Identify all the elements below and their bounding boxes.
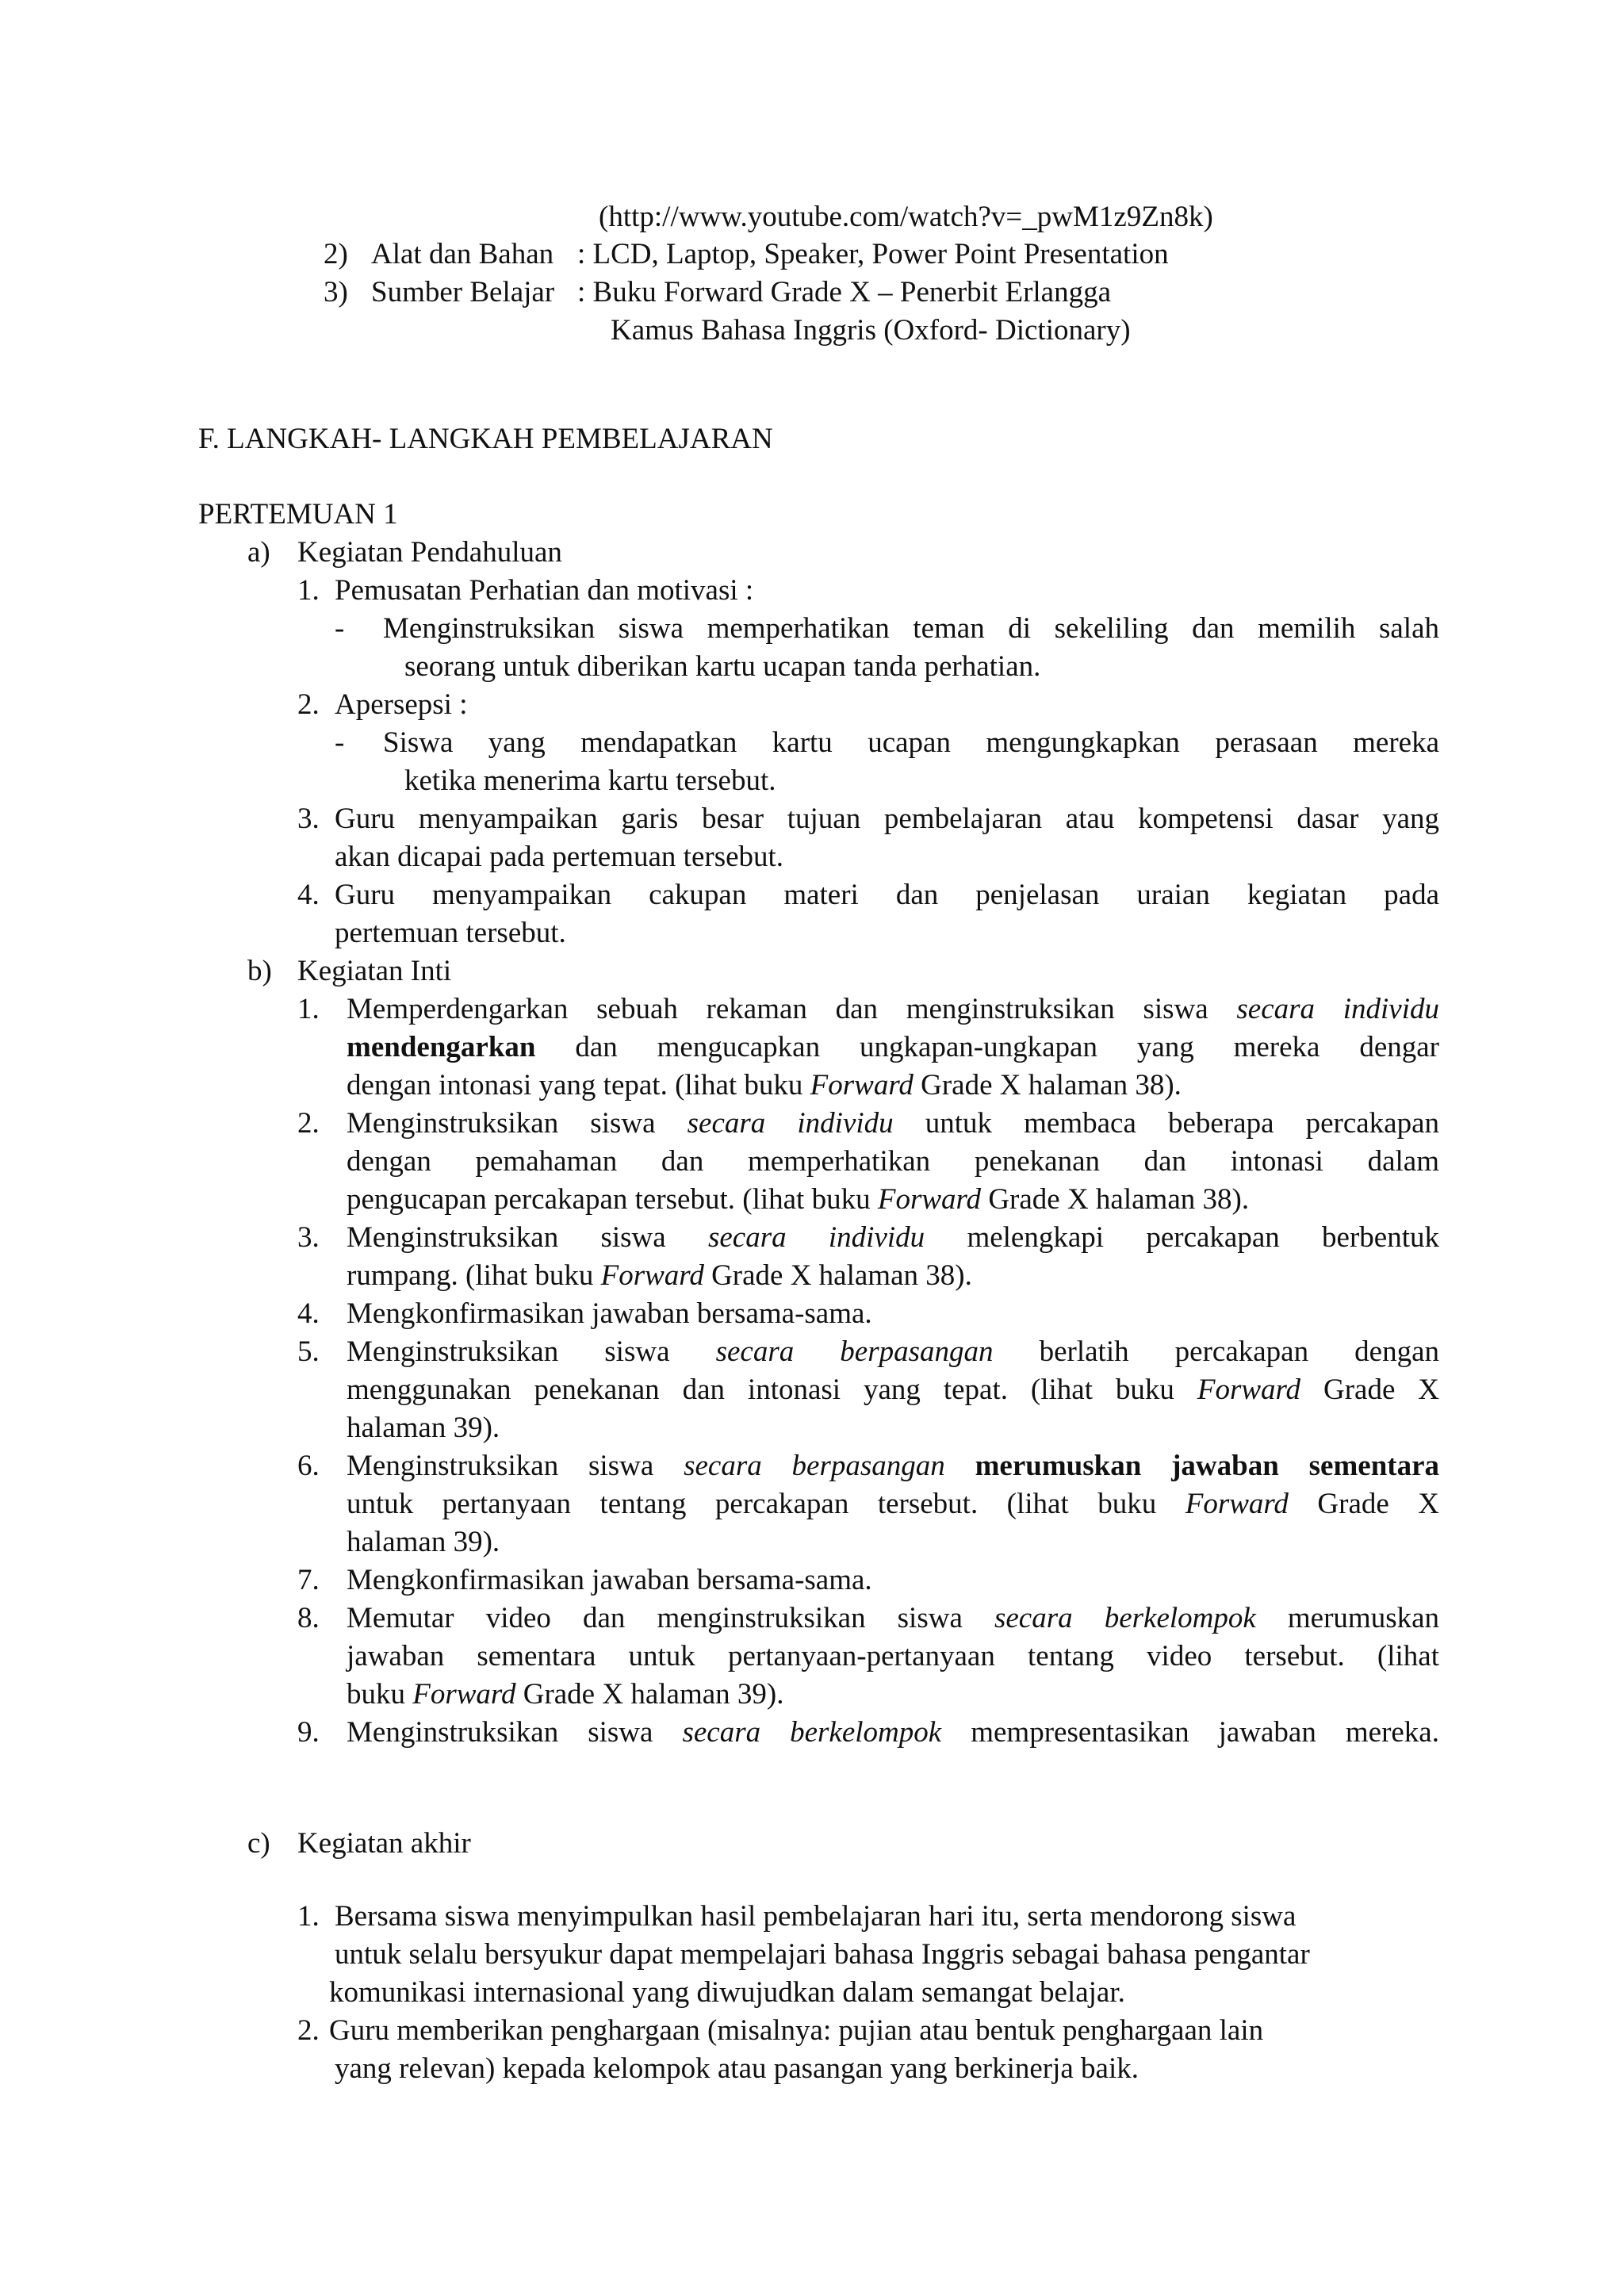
item-number: 2)	[324, 238, 348, 270]
part-title: Kegiatan Pendahuluan	[297, 536, 562, 569]
text: mempresentasikan jawaban mereka.	[971, 1716, 1439, 1749]
text: untuk membaca beberapa percakapan	[925, 1107, 1440, 1140]
list-item	[347, 1485, 1439, 1523]
list-item	[347, 1714, 1439, 1752]
text: Menginstruksikan siswa	[347, 1107, 656, 1140]
item-number: 3.	[297, 803, 320, 835]
text: Grade X	[1323, 1374, 1440, 1406]
list-item	[347, 1067, 1182, 1105]
list-item	[347, 1219, 1439, 1257]
text: Grade X halaman 39).	[523, 1678, 784, 1711]
item-number: 4.	[297, 1297, 320, 1330]
list-item: dengan pemahaman dan memperhatikan penekanan dan intonasi dalam	[347, 1145, 1439, 1178]
text: buku	[347, 1678, 405, 1711]
list-item	[347, 1600, 1439, 1638]
item-number: 9.	[297, 1716, 320, 1749]
list-item: seorang untuk diberikan kartu ucapan tanda perhatian.	[404, 650, 1041, 683]
item-number: 2.	[297, 2014, 320, 2047]
list-item: yang relevan) kepada kelompok atau pasangan yang berkinerja baik.	[335, 2052, 1139, 2085]
text: Memperdengarkan sebuah rekaman dan menginstruksikan siswa	[347, 993, 1208, 1025]
book-title: Forward	[600, 1259, 704, 1292]
resource-label-sources: Sumber Belajar	[371, 276, 555, 308]
item-number: 1.	[297, 574, 320, 607]
text: Grade X	[1317, 1488, 1440, 1520]
text: Menginstruksikan siswa	[347, 1450, 654, 1482]
emphasis-text: secara berpasangan	[715, 1335, 994, 1368]
item-number: 3.	[297, 1221, 320, 1254]
text: Menginstruksikan siswa	[347, 1221, 666, 1254]
list-item: akan dicapai pada pertemuan tersebut.	[335, 841, 784, 873]
text: merumuskan	[1287, 1602, 1440, 1634]
part-label: b)	[247, 955, 272, 987]
item-number: 1.	[297, 993, 320, 1025]
meeting-title: PERTEMUAN 1	[198, 498, 398, 531]
resource-value-sources: : Buku Forward Grade X – Penerbit Erlangga	[577, 276, 1112, 308]
list-item: Guru memberikan penghargaan (misalnya: pujian atau bentuk penghargaan lain	[329, 2014, 1264, 2047]
emphasis-text: secara individu	[707, 1221, 925, 1254]
part-label: c)	[247, 1827, 270, 1860]
video-url: (http://www.youtube.com/watch?v=_pwM1z9Zn8k)	[599, 201, 1213, 233]
list-item	[347, 1333, 1439, 1371]
list-item	[347, 1029, 1439, 1067]
list-item: jawaban sementara untuk pertanyaan-pertanyaan tentang video tersebut. (lihat	[347, 1640, 1439, 1672]
section-title: F. LANGKAH- LANGKAH PEMBELAJARAN	[198, 423, 773, 455]
bold-text: mendengarkan	[347, 1031, 536, 1063]
list-item: Bersama siswa menyimpulkan hasil pembelajaran hari itu, serta mendorong siswa	[335, 1900, 1297, 1933]
book-title: Forward	[810, 1069, 914, 1102]
part-title: Kegiatan akhir	[297, 1827, 471, 1860]
list-item: Mengkonfirmasikan jawaban bersama-sama.	[347, 1564, 872, 1596]
list-item: untuk selalu bersyukur dapat mempelajari bahasa Inggris sebagai bahasa pengantar	[335, 1938, 1310, 1971]
list-item: Guru menyampaikan cakupan materi dan penjelasan uraian kegiatan pada	[335, 879, 1439, 911]
text: melengkapi percakapan berbentuk	[967, 1221, 1439, 1254]
list-item	[347, 1257, 972, 1295]
item-number: 3)	[324, 276, 348, 308]
item-number: 4.	[297, 879, 320, 911]
dash: -	[335, 726, 345, 759]
text: Menginstruksikan siswa	[347, 1716, 653, 1749]
list-item: Siswa yang mendapatkan kartu ucapan mengungkapkan perasaan mereka	[383, 726, 1439, 759]
list-item: Pemusatan Perhatian dan motivasi :	[335, 574, 754, 607]
list-item	[347, 1371, 1439, 1409]
text: untuk pertanyaan tentang percakapan tersebut. (lihat buku	[347, 1488, 1157, 1520]
list-item	[347, 1447, 1439, 1485]
book-title: Forward	[1185, 1488, 1289, 1520]
item-number: 2.	[297, 1107, 320, 1140]
text: Menginstruksikan siswa	[347, 1335, 670, 1368]
book-title: Forward	[1197, 1374, 1301, 1406]
list-item: Apersepsi :	[335, 688, 468, 721]
text: dan mengucapkan ungkapan-ungkapan yang mereka dengar	[575, 1031, 1439, 1063]
item-number: 6.	[297, 1450, 320, 1482]
emphasis-text: secara berkelompok	[994, 1602, 1256, 1634]
resource-label-tools: Alat dan Bahan	[371, 238, 554, 270]
item-number: 8.	[297, 1602, 320, 1634]
emphasis-text: secara berpasangan	[684, 1450, 945, 1482]
list-item: Mengkonfirmasikan jawaban bersama-sama.	[347, 1297, 872, 1330]
text: Memutar video dan menginstruksikan siswa	[347, 1602, 963, 1634]
list-item: pertemuan tersebut.	[335, 917, 566, 949]
text: Grade X halaman 38).	[921, 1069, 1182, 1102]
text: pengucapan percakapan tersebut. (lihat buku	[347, 1183, 871, 1216]
emphasis-text: secara individu	[687, 1107, 894, 1140]
part-title: Kegiatan Inti	[297, 955, 452, 987]
text: Grade X halaman 38).	[988, 1183, 1250, 1216]
part-label: a)	[247, 536, 270, 569]
dash: -	[335, 612, 345, 645]
list-item	[347, 1676, 783, 1714]
text: Grade X halaman 38).	[711, 1259, 972, 1292]
item-number: 2.	[297, 688, 320, 721]
item-number: 7.	[297, 1564, 320, 1596]
text: menggunakan penekanan dan intonasi yang tepat. (lihat buku	[347, 1374, 1174, 1406]
list-item: halaman 39).	[347, 1412, 500, 1444]
list-item	[347, 990, 1439, 1029]
list-item: komunikasi internasional yang diwujudkan dalam semangat belajar.	[329, 1976, 1125, 2009]
text: rumpang. (lihat buku	[347, 1259, 594, 1292]
list-item: halaman 39).	[347, 1526, 500, 1558]
text: berlatih percakapan dengan	[1039, 1335, 1440, 1368]
bold-text: merumuskan jawaban sementara	[975, 1450, 1440, 1482]
list-item: ketika menerima kartu tersebut.	[404, 764, 776, 797]
item-number: 5.	[297, 1335, 320, 1368]
book-title: Forward	[412, 1678, 516, 1711]
list-item: Menginstruksikan siswa memperhatikan teman di sekeliling dan memilih salah	[383, 612, 1439, 645]
list-item	[347, 1181, 1249, 1219]
book-title: Forward	[877, 1183, 982, 1216]
resource-value-tools: : LCD, Laptop, Speaker, Power Point Presentation	[577, 238, 1169, 270]
emphasis-text: secara berkelompok	[682, 1716, 942, 1749]
list-item	[347, 1105, 1439, 1143]
resource-value-sources-2: Kamus Bahasa Inggris (Oxford- Dictionary)	[611, 314, 1131, 347]
list-item: Guru menyampaikan garis besar tujuan pembelajaran atau kompetensi dasar yang	[335, 803, 1439, 835]
emphasis-text: secara individu	[1236, 993, 1439, 1025]
item-number: 1.	[297, 1900, 320, 1933]
text: dengan intonasi yang tepat. (lihat buku	[347, 1069, 803, 1102]
